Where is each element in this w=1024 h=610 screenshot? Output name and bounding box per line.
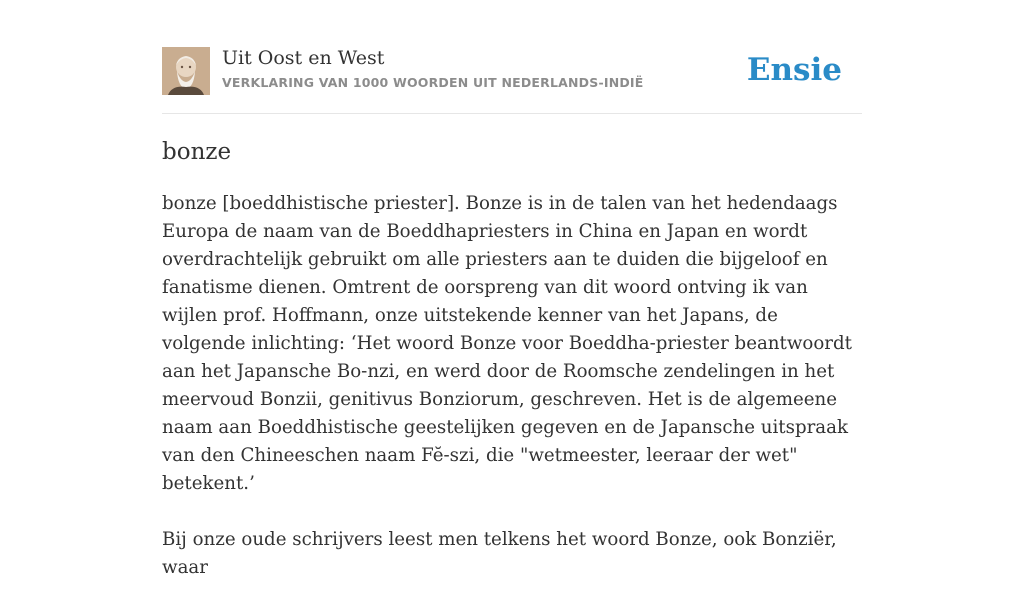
- entry-paragraph: bonze [boeddhistische priester]. Bonze is in de talen van het hedendaags Europa de naam van de Boeddhapriesters in China en Japan en wordt overdrachtelijk gebruikt om alle priesters aan te duiden die bijgeloof en fanatisme dienen. Omtrent de oorspreng van dit woord ontving ik van wijlen prof. Hoffmann, onze uitstekende kenner van het Japans, de volgende inlichting: ‘Het woord Bonze voor Boeddha-priester beantwoordt aan het Japansche Bo-nzi, en werd door de Roomsche zendelingen in het meervoud Bonzii, genitivus Bonziorum, geschreven. Het is de algemeene naam aan Boeddhistische geestelijken gegeven en de Japansche uitspraak van den Chineeschen naam Fĕ-szi, die "wetmeester, leeraar der wet" betekent.’: [162, 193, 852, 494]
- entry-title: bonze: [162, 139, 232, 165]
- header-divider: [162, 113, 862, 114]
- book-title[interactable]: Uit Oost en West: [222, 47, 385, 69]
- entry-body: [162, 190, 862, 610]
- author-portrait-icon[interactable]: [162, 47, 210, 95]
- book-subtitle: VERKLARING VAN 1000 WOORDEN UIT NEDERLANDS-INDIË: [222, 75, 644, 90]
- site-header: [162, 47, 862, 97]
- entry-paragraph: Bij onze oude schrijvers leest men telkens het woord Bonze, ook Bonziër, waar: [162, 529, 837, 578]
- ensie-logo[interactable]: Ensie: [746, 52, 842, 88]
